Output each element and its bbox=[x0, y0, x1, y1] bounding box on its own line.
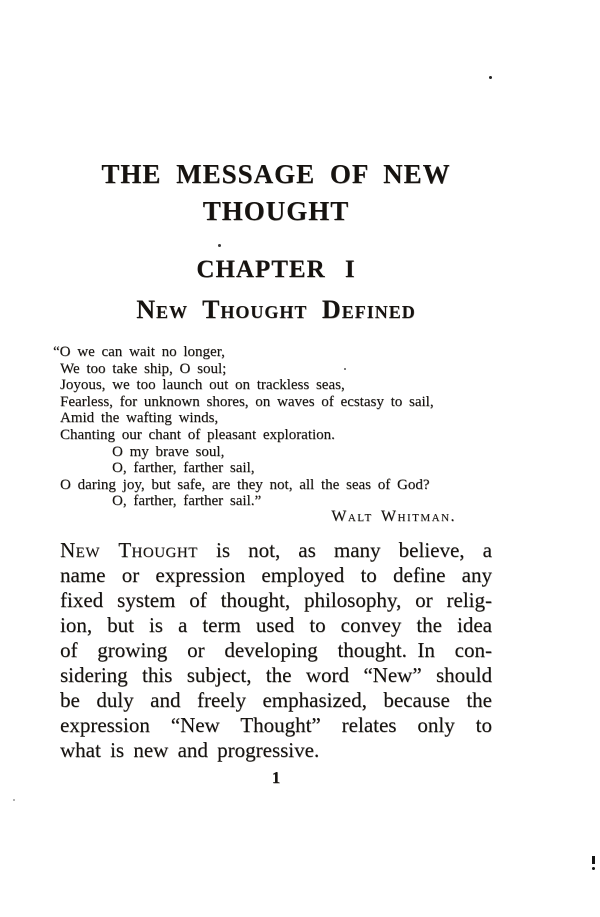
poem-epigraph bbox=[53, 344, 492, 510]
scan-edge-mark bbox=[592, 856, 595, 864]
scan-edge-mark-dot bbox=[592, 867, 595, 870]
body-line: be duly and freely emphasized, because the bbox=[60, 688, 492, 712]
book-title-line2: THOUGHT bbox=[202, 196, 350, 226]
body-line: what is new and progressive. bbox=[60, 738, 320, 762]
scan-speck-top bbox=[489, 76, 492, 79]
paragraph-lead: New Thought bbox=[60, 538, 198, 562]
book-title bbox=[60, 156, 492, 230]
body-line: name or expression employed to define any bbox=[60, 563, 492, 587]
poem-line: Amid the wafting winds, bbox=[60, 410, 219, 427]
poem-line: O, farther, farther sail.” bbox=[112, 493, 262, 510]
body-line: fixed system of thought, philosophy, or relig- bbox=[60, 588, 492, 612]
poem-line: O daring joy, but safe, are they not, all the seas of God? bbox=[60, 476, 430, 493]
page-number: 1 bbox=[271, 768, 281, 787]
poem-attribution: Walt Whitman. bbox=[331, 508, 456, 525]
poem-line: Joyous, we too launch out on trackless seas, bbox=[60, 377, 345, 394]
body-paragraph bbox=[60, 538, 492, 763]
body-line: expression “New Thought” relates only to bbox=[60, 713, 492, 737]
poem-line: “O we can wait no longer, bbox=[53, 344, 225, 360]
book-title-line1: THE MESSAGE OF NEW bbox=[101, 159, 451, 189]
body-line-text: is not, as many believe, a bbox=[197, 538, 492, 562]
poem-line: Fearless, for unknown shores, on waves of ecstasy to sail, bbox=[60, 393, 434, 410]
chapter-heading: CHAPTER I bbox=[196, 256, 356, 283]
section-heading: New Thought Defined bbox=[136, 295, 416, 324]
poem-line: O, farther, farther sail, bbox=[112, 460, 255, 477]
poem-line: We too take ship, O soul; bbox=[60, 360, 227, 377]
body-line: sidering this subject, the word “New” should bbox=[60, 663, 492, 687]
scan-speck-under-title bbox=[218, 244, 221, 247]
body-line: of growing or developing thought. In con- bbox=[60, 638, 492, 662]
body-line bbox=[60, 538, 492, 563]
poem-line: O my brave soul, bbox=[112, 443, 225, 460]
scan-speck-mid bbox=[344, 368, 346, 370]
body-line: ion, but is a term used to convey the idea bbox=[60, 613, 492, 637]
poem-line: Chanting our chant of pleasant exploration. bbox=[60, 426, 335, 443]
scan-speck-left-edge bbox=[13, 799, 15, 801]
